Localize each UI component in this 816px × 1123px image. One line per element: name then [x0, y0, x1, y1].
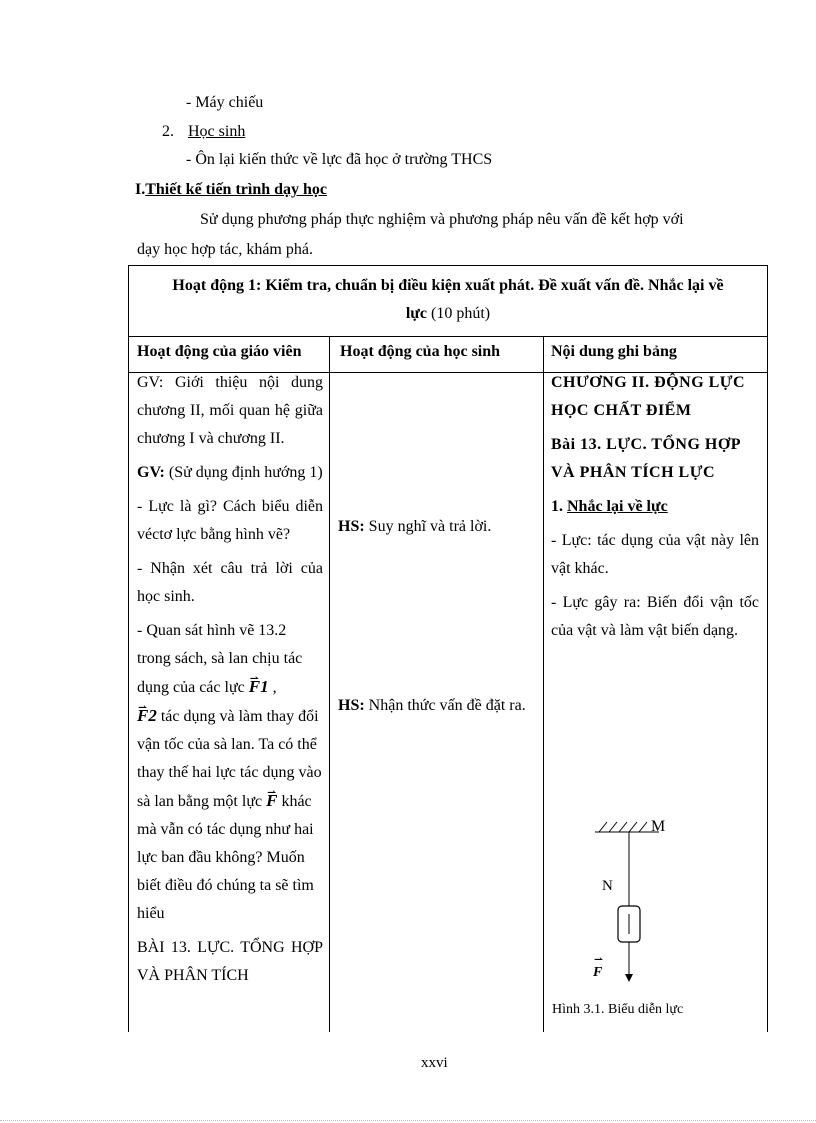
item-2-heading: [162, 123, 245, 141]
intro-line-1: Sử dụng phương pháp thực nghiệm và phương pháp nêu vấn đề kết hợp với: [200, 211, 684, 228]
intro-line-2: dạy học hợp tác, khám phá.: [137, 241, 313, 258]
vector-f1: ⇀ F1: [249, 677, 269, 696]
column-divider: [543, 336, 544, 1032]
board-chapter: CHƯƠNG II. ĐỘNG LỰC HỌC CHẤT ĐIỂM: [551, 374, 746, 419]
column-header-board: Nội dung ghi bảng: [551, 343, 677, 360]
column-header-student: Hoạt động của học sinh: [340, 343, 501, 360]
board-lesson: Bài 13. LỰC. TỔNG HỢP VÀ PHÂN TÍCH LỰC: [551, 436, 741, 481]
activity-table: [128, 265, 768, 1032]
figure-label-m: M: [651, 818, 666, 835]
student-response-2: HS: Nhận thức vấn đề đặt ra.: [338, 697, 526, 714]
column-divider: [329, 336, 330, 1032]
item-2-title: Học sinh: [188, 123, 246, 140]
activity-title-line-2: lực (10 phút): [405, 305, 491, 322]
board-section: 1. Nhắc lại về lực: [551, 498, 668, 515]
row-divider: [129, 336, 767, 337]
force-diagram: [589, 816, 709, 986]
teacher-paragraph-6: BÀI 13. LỰC. TỔNG HỢP VÀ PHÂN TÍCH: [137, 939, 323, 984]
section-title: Thiết kế tiến trình dạy học: [145, 181, 328, 198]
column-header-teacher: Hoạt động của giáo viên: [137, 343, 302, 360]
ceiling-hatching: [599, 822, 647, 832]
vector-f: ⇀ F: [266, 791, 277, 810]
teacher-paragraph-2: GV: (Sử dụng định hướng 1): [137, 464, 323, 481]
force-arrow-head: [625, 974, 633, 982]
item-2-detail: - Ôn lại kiến thức về lực đã học ở trường THCS: [186, 151, 493, 168]
section-number: I.: [135, 181, 146, 198]
figure-label-n: N: [602, 878, 613, 894]
page-edge: [0, 1120, 816, 1121]
board-item-2: - Lực gây ra: Biến đổi vận tốc của vật và làm vật biến dạng.: [551, 594, 759, 639]
page-number: xxvi: [421, 1055, 448, 1071]
board-item-1: - Lực: tác dụng của vật này lên vật khác.: [551, 532, 759, 577]
teacher-paragraph-3: - Lực là gì? Cách biểu diễn véctơ lực bằng hình vẽ?: [137, 498, 323, 543]
teacher-paragraph-1: GV: Giới thiệu nội dung chương II, mối quan hệ giữa chương I và chương II.: [137, 374, 323, 447]
vector-f2: ⇀ F2: [137, 706, 157, 725]
activity-title-line-1: Hoạt động 1: Kiểm tra, chuẩn bị điều kiện xuất phát. Đề xuất vấn đề. Nhắc lại về: [172, 277, 724, 294]
activity-title: [129, 272, 767, 328]
item-2-number: 2.: [162, 123, 174, 140]
teacher-paragraph-5: - Quan sát hình vẽ 13.2 trong sách, sà lan chịu tác dụng của các lực ⇀ F1 , ⇀ F2 tác dụng và làm thay đổi vận tốc của sà lan. Ta có thể thay thế hai lực tác dụng vào sà lan bằng một lực ⇀ F khác mà vẫn có tác dụng như hai lực ban đầu không? Muốn biết điều đó chúng ta sẽ tìm hiểu: [137, 617, 323, 928]
teacher-column: [137, 369, 323, 996]
student-response-1: HS: Suy nghĩ và trả lời.: [338, 518, 492, 535]
section-heading: [135, 181, 327, 199]
board-column: [551, 369, 759, 651]
figure-label-f: ⇀ F: [593, 963, 602, 981]
figure-caption: Hình 3.1. Biểu diễn lực: [552, 1002, 684, 1017]
projector-item: - Máy chiếu: [186, 94, 264, 111]
teacher-paragraph-4: - Nhận xét câu trả lời của học sinh.: [137, 560, 323, 605]
